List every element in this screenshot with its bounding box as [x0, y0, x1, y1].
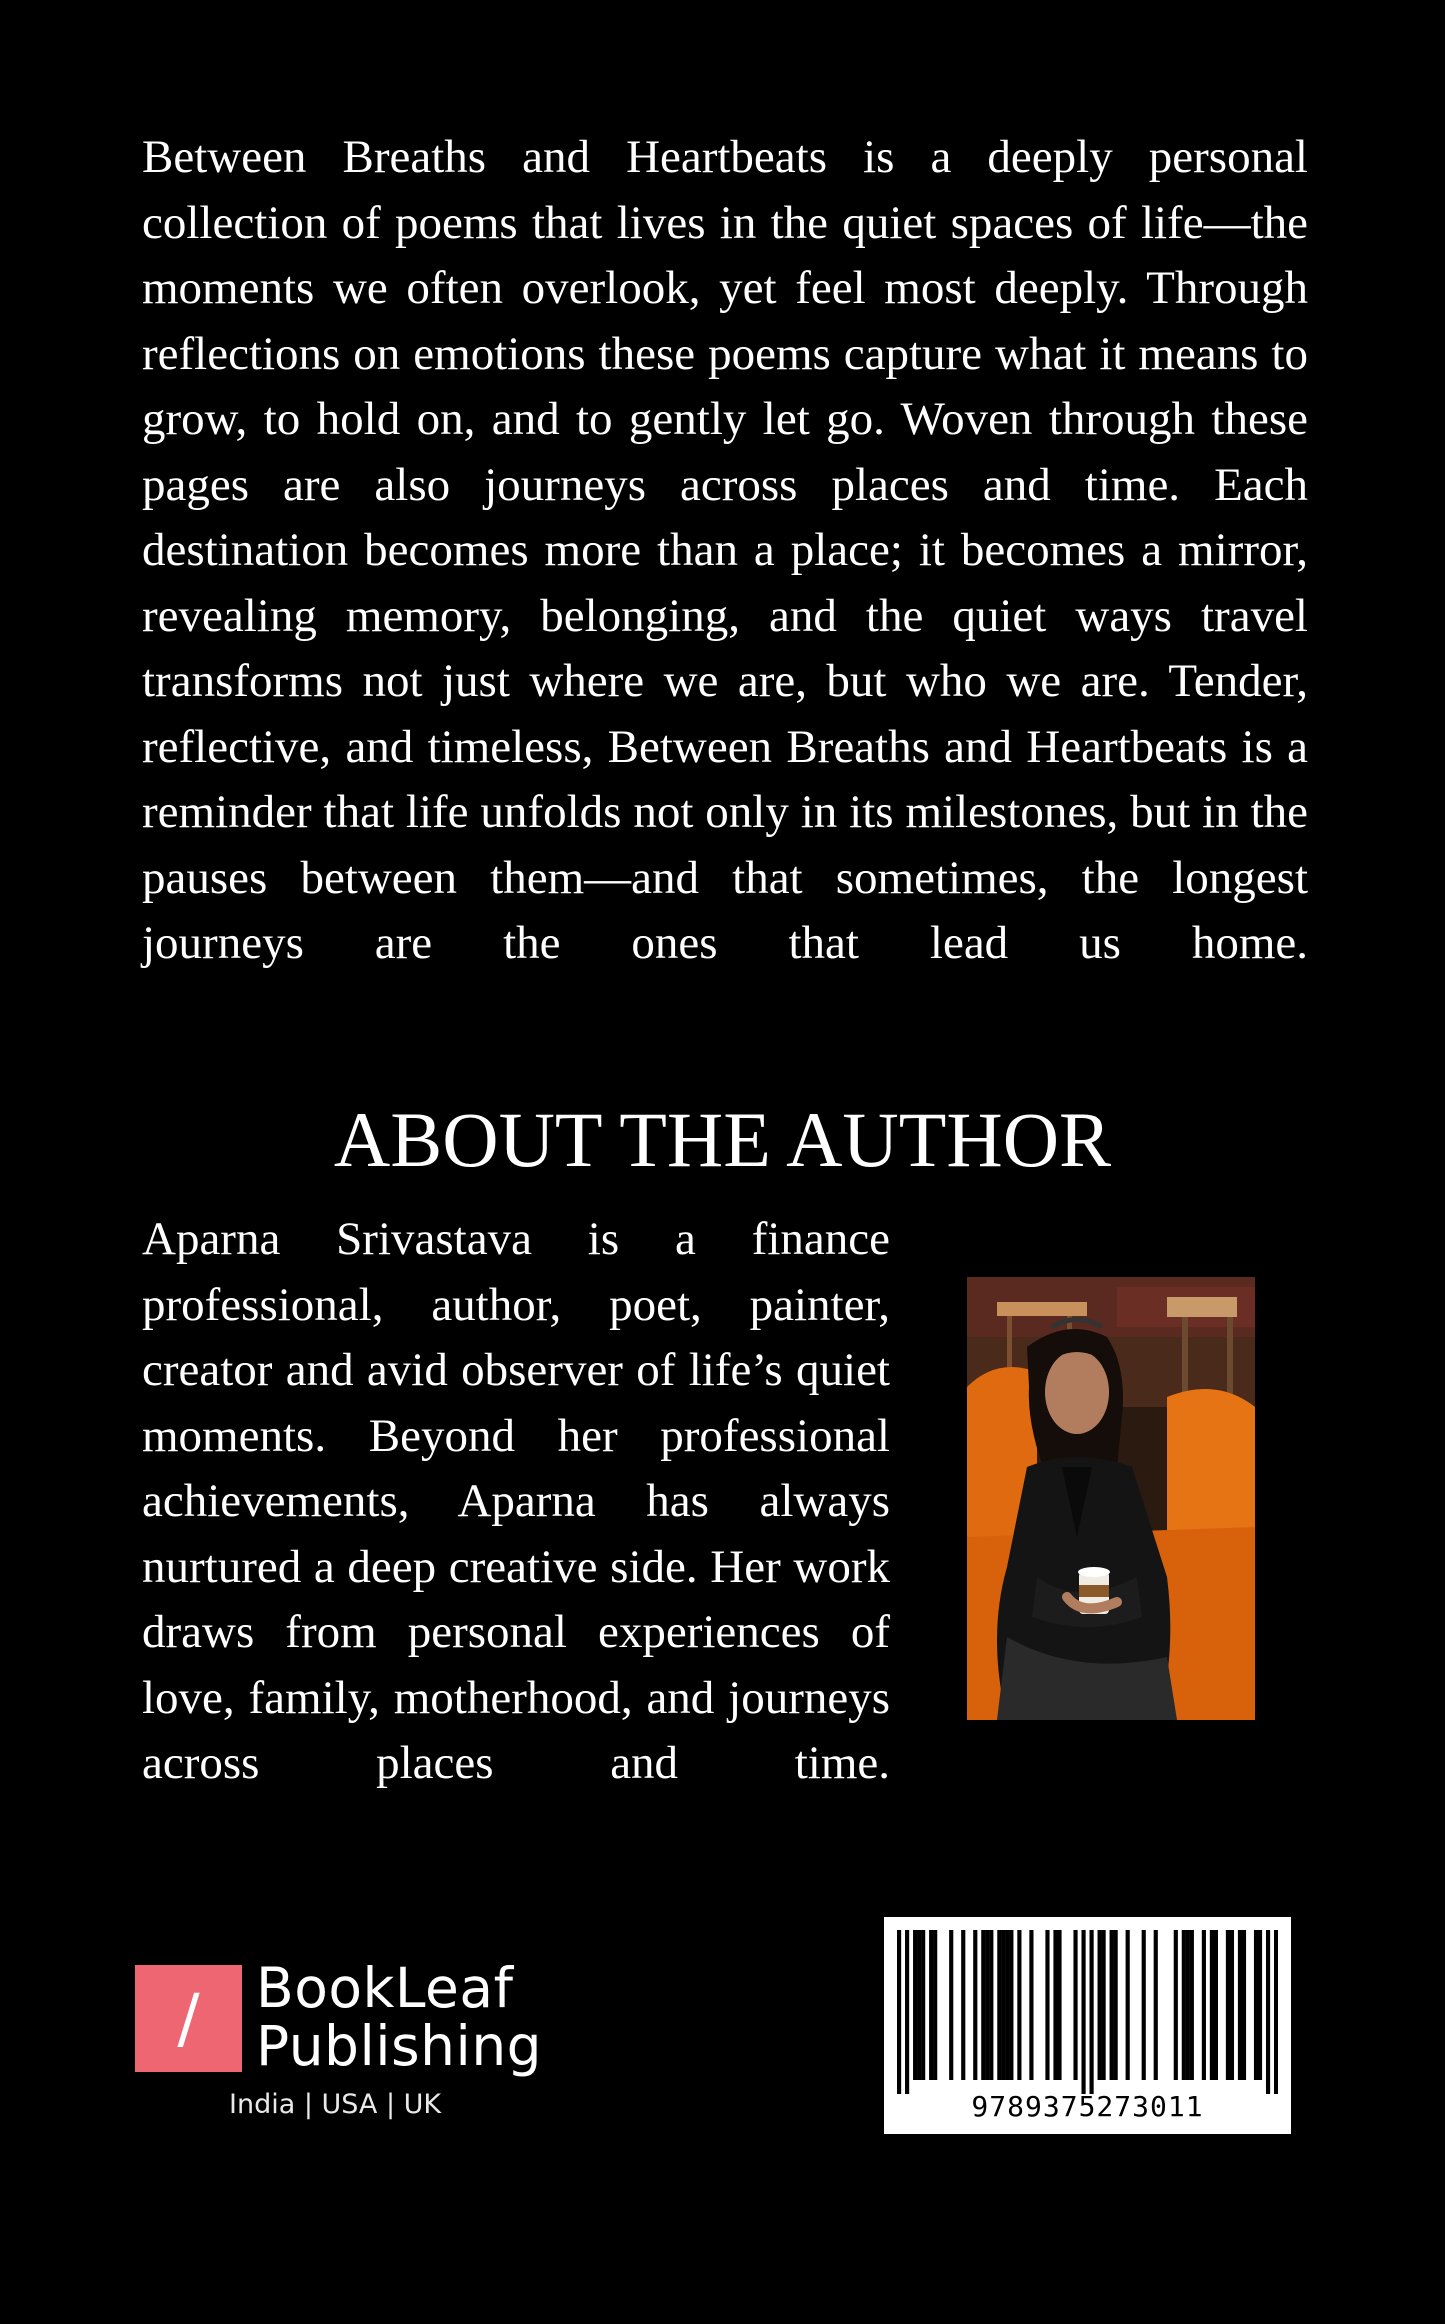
publisher-regions: India | USA | UK	[229, 2089, 442, 2120]
barcode-bar	[1009, 1930, 1013, 2080]
barcode-bar	[917, 1930, 921, 2080]
barcode-bar	[1242, 1930, 1246, 2080]
barcode-bar	[1190, 1930, 1194, 2080]
barcode-bar	[973, 1930, 977, 2080]
barcode-bar	[1186, 1930, 1190, 2080]
barcode-bar	[989, 1930, 993, 2080]
isbn-number: 9789375273011	[971, 2090, 1204, 2123]
barcode-bar	[1154, 1930, 1158, 2080]
barcode-bar	[1102, 1930, 1106, 2080]
barcode-bar	[1274, 1930, 1278, 2094]
slash-icon: /	[177, 1980, 200, 2057]
barcode-bar	[897, 1930, 901, 2094]
barcode-bar	[1053, 1930, 1057, 2080]
barcode-bar	[1202, 1930, 1206, 2080]
barcode-bar	[1182, 1930, 1186, 2080]
barcode-bar	[1126, 1930, 1130, 2080]
barcode-bar	[1005, 1930, 1009, 2080]
barcode-bar	[1266, 1930, 1270, 2094]
barcode-bar	[1254, 1930, 1258, 2080]
author-photo	[967, 1277, 1255, 1720]
about-author-heading: ABOUT THE AUTHOR	[333, 1096, 1112, 1183]
barcode-bar	[981, 1930, 985, 2080]
barcode-bar	[961, 1930, 965, 2080]
barcode-bar	[1098, 1930, 1102, 2080]
barcode-bar	[1210, 1930, 1214, 2080]
barcode-bar	[1110, 1930, 1114, 2080]
barcode-bar	[1090, 1930, 1094, 2094]
book-blurb: Between Breaths and Heartbeats is a deeply personal collection of poems that lives in the quiet spaces of life—the moments we often overlook, yet feel most deeply. Through reflections on emotions these poems capture what it means to grow, to hold on, and to gently let go. Woven through these pages are also journeys across places and time. Each destination becomes more than a place; it becomes a mirror, revealing memory, belonging, and the quiet ways travel transforms not just where we are, but who we are. Tender, reflective, and timeless, Between Breaths and Heartbeats is a reminder that life unfolds not only in its milestones, but in the pauses between them—and that sometimes, the longest journeys are the ones that lead us home.	[142, 131, 1308, 969]
barcode-bar	[1017, 1930, 1021, 2080]
author-bio: Aparna Srivastava is a finance professional, author, poet, painter, creator and avid observer of life’s quiet moments. Beyond her professional achievements, Aparna has always nurtured a deep creative side. Her work draws from personal experiences of love, family, motherhood, and journeys across places and time.	[142, 1213, 890, 1789]
publisher-name-line2: Publishing	[256, 2014, 543, 2078]
isbn-barcode	[884, 1917, 1291, 2134]
publisher-logo	[135, 1956, 555, 2133]
barcode-bar	[1226, 1930, 1230, 2080]
publisher-logo-mark	[135, 1965, 242, 2072]
barcode-bar	[985, 1930, 989, 2080]
barcode-bars	[897, 1930, 1278, 2094]
barcode-bar	[1114, 1930, 1118, 2080]
barcode-bar	[1045, 1930, 1049, 2080]
publisher-name-line1: BookLeaf	[256, 1956, 514, 2020]
barcode-bar	[1057, 1930, 1061, 2080]
barcode-bar	[905, 1930, 909, 2094]
barcode-bar	[933, 1930, 937, 2080]
barcode-bar	[1001, 1930, 1005, 2080]
barcode-bar	[1029, 1930, 1033, 2080]
barcode-bar	[997, 1930, 1001, 2080]
barcode-bar	[1073, 1930, 1077, 2080]
barcode-bar	[949, 1930, 953, 2080]
barcode-bar	[1081, 1930, 1085, 2094]
barcode-bar	[1230, 1930, 1234, 2080]
barcode-bar	[1258, 1930, 1262, 2080]
barcode-bar	[929, 1930, 933, 2080]
barcode-bar	[913, 1930, 917, 2080]
barcode-bar	[1174, 1930, 1178, 2080]
barcode-bar	[1142, 1930, 1146, 2080]
barcode-bar	[1214, 1930, 1218, 2080]
barcode-bar	[1238, 1930, 1242, 2080]
barcode-bar	[921, 1930, 925, 2080]
